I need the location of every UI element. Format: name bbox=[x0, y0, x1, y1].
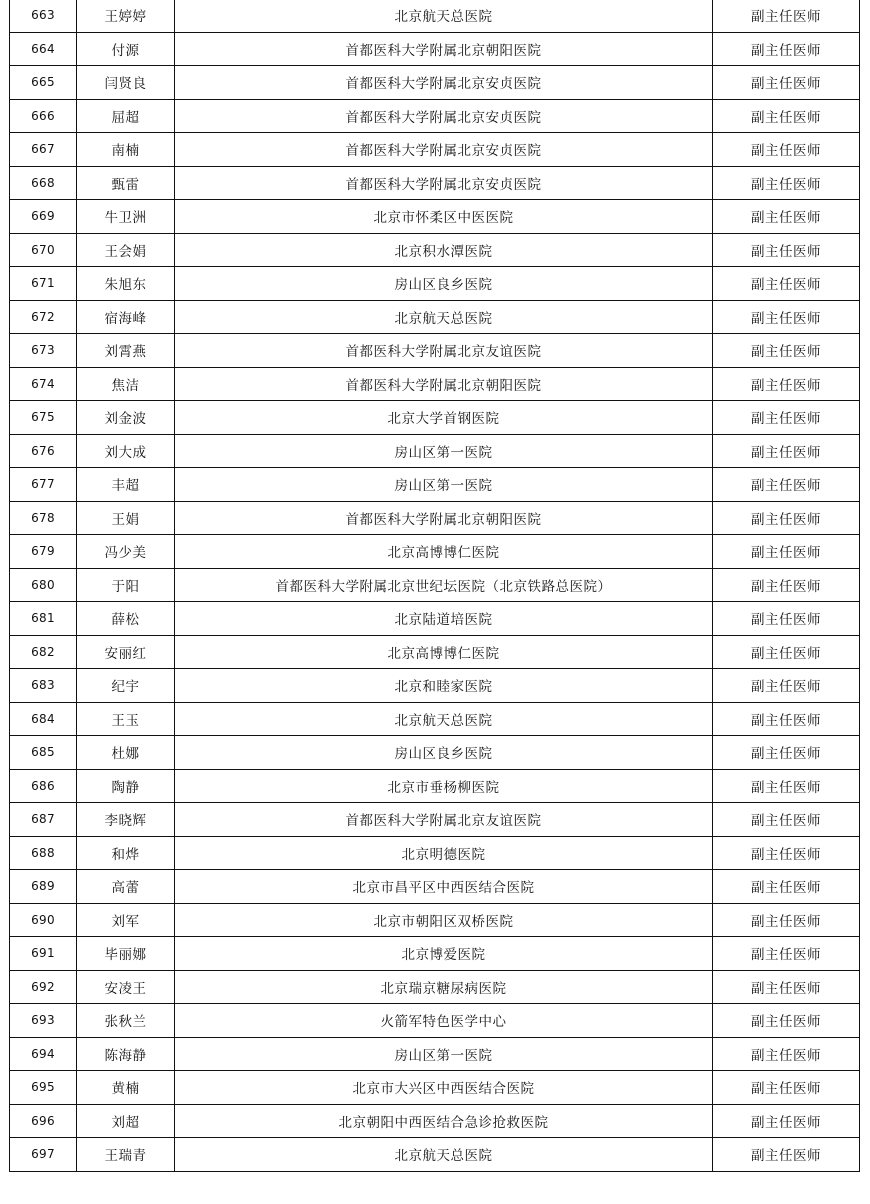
job-title-cell: 副主任医师 bbox=[713, 836, 860, 870]
row-number-cell: 693 bbox=[10, 1004, 77, 1038]
hospital-name-cell: 首都医科大学附属北京安贞医院 bbox=[175, 133, 713, 167]
row-number-cell: 665 bbox=[10, 66, 77, 100]
row-number-cell: 676 bbox=[10, 434, 77, 468]
hospital-name-cell: 北京朝阳中西医结合急诊抢救医院 bbox=[175, 1104, 713, 1138]
table-row bbox=[10, 702, 860, 736]
table-row bbox=[10, 166, 860, 200]
job-title-cell: 副主任医师 bbox=[713, 669, 860, 703]
row-number-cell: 664 bbox=[10, 32, 77, 66]
person-name-cell: 高蕾 bbox=[77, 870, 175, 904]
person-name-cell: 牛卫洲 bbox=[77, 200, 175, 234]
table-row bbox=[10, 736, 860, 770]
person-name-cell: 丰超 bbox=[77, 468, 175, 502]
row-number-cell: 686 bbox=[10, 769, 77, 803]
person-name-cell: 刘军 bbox=[77, 903, 175, 937]
hospital-name-cell: 北京和睦家医院 bbox=[175, 669, 713, 703]
row-number-cell: 687 bbox=[10, 803, 77, 837]
job-title-cell: 副主任医师 bbox=[713, 200, 860, 234]
hospital-name-cell: 首都医科大学附属北京友谊医院 bbox=[175, 803, 713, 837]
hospital-name-cell: 北京市朝阳区双桥医院 bbox=[175, 903, 713, 937]
person-name-cell: 刘大成 bbox=[77, 434, 175, 468]
job-title-cell: 副主任医师 bbox=[713, 99, 860, 133]
hospital-name-cell: 北京航天总医院 bbox=[175, 1138, 713, 1172]
hospital-name-cell: 首都医科大学附属北京安贞医院 bbox=[175, 166, 713, 200]
person-name-cell: 陶静 bbox=[77, 769, 175, 803]
job-title-cell: 副主任医师 bbox=[713, 568, 860, 602]
table-row bbox=[10, 66, 860, 100]
table-row bbox=[10, 334, 860, 368]
job-title-cell: 副主任医师 bbox=[713, 1138, 860, 1172]
person-name-cell: 张秋兰 bbox=[77, 1004, 175, 1038]
row-number-cell: 672 bbox=[10, 300, 77, 334]
table-row bbox=[10, 1104, 860, 1138]
row-number-cell: 694 bbox=[10, 1037, 77, 1071]
row-number-cell: 681 bbox=[10, 602, 77, 636]
hospital-name-cell: 首都医科大学附属北京朝阳医院 bbox=[175, 501, 713, 535]
hospital-name-cell: 北京大学首钢医院 bbox=[175, 401, 713, 435]
hospital-name-cell: 首都医科大学附属北京友谊医院 bbox=[175, 334, 713, 368]
row-number-cell: 663 bbox=[10, 0, 77, 32]
hospital-name-cell: 北京市昌平区中西医结合医院 bbox=[175, 870, 713, 904]
job-title-cell: 副主任医师 bbox=[713, 736, 860, 770]
table-row bbox=[10, 769, 860, 803]
row-number-cell: 685 bbox=[10, 736, 77, 770]
hospital-name-cell: 北京积水潭医院 bbox=[175, 233, 713, 267]
row-number-cell: 669 bbox=[10, 200, 77, 234]
person-name-cell: 焦洁 bbox=[77, 367, 175, 401]
table-row bbox=[10, 1138, 860, 1172]
hospital-name-cell: 房山区第一医院 bbox=[175, 434, 713, 468]
row-number-cell: 682 bbox=[10, 635, 77, 669]
hospital-name-cell: 北京瑞京糖尿病医院 bbox=[175, 970, 713, 1004]
job-title-cell: 副主任医师 bbox=[713, 970, 860, 1004]
row-number-cell: 680 bbox=[10, 568, 77, 602]
table-row bbox=[10, 401, 860, 435]
table-row bbox=[10, 99, 860, 133]
job-title-cell: 副主任医师 bbox=[713, 535, 860, 569]
table-row bbox=[10, 1071, 860, 1105]
job-title-cell: 副主任医师 bbox=[713, 401, 860, 435]
table-row bbox=[10, 468, 860, 502]
row-number-cell: 673 bbox=[10, 334, 77, 368]
hospital-name-cell: 北京市垂杨柳医院 bbox=[175, 769, 713, 803]
hospital-name-cell: 北京航天总医院 bbox=[175, 300, 713, 334]
table-row bbox=[10, 0, 860, 32]
job-title-cell: 副主任医师 bbox=[713, 1037, 860, 1071]
job-title-cell: 副主任医师 bbox=[713, 233, 860, 267]
person-name-cell: 毕丽娜 bbox=[77, 937, 175, 971]
person-name-cell: 刘超 bbox=[77, 1104, 175, 1138]
row-number-cell: 675 bbox=[10, 401, 77, 435]
job-title-cell: 副主任医师 bbox=[713, 501, 860, 535]
row-number-cell: 678 bbox=[10, 501, 77, 535]
job-title-cell: 副主任医师 bbox=[713, 300, 860, 334]
table-row bbox=[10, 200, 860, 234]
person-name-cell: 甄雷 bbox=[77, 166, 175, 200]
person-name-cell: 于阳 bbox=[77, 568, 175, 602]
person-name-cell: 李晓辉 bbox=[77, 803, 175, 837]
job-title-cell: 副主任医师 bbox=[713, 1104, 860, 1138]
table-row bbox=[10, 32, 860, 66]
table-row bbox=[10, 501, 860, 535]
hospital-name-cell: 房山区第一医院 bbox=[175, 1037, 713, 1071]
person-name-cell: 闫贤良 bbox=[77, 66, 175, 100]
job-title-cell: 副主任医师 bbox=[713, 702, 860, 736]
job-title-cell: 副主任医师 bbox=[713, 32, 860, 66]
person-name-cell: 屈超 bbox=[77, 99, 175, 133]
table-row bbox=[10, 535, 860, 569]
row-number-cell: 674 bbox=[10, 367, 77, 401]
row-number-cell: 695 bbox=[10, 1071, 77, 1105]
row-number-cell: 666 bbox=[10, 99, 77, 133]
person-name-cell: 王玉 bbox=[77, 702, 175, 736]
table-row bbox=[10, 669, 860, 703]
job-title-cell: 副主任医师 bbox=[713, 803, 860, 837]
job-title-cell: 副主任医师 bbox=[713, 769, 860, 803]
job-title-cell: 副主任医师 bbox=[713, 602, 860, 636]
person-name-cell: 纪宇 bbox=[77, 669, 175, 703]
hospital-name-cell: 北京明德医院 bbox=[175, 836, 713, 870]
hospital-name-cell: 首都医科大学附属北京安贞医院 bbox=[175, 99, 713, 133]
table-row bbox=[10, 970, 860, 1004]
hospital-name-cell: 火箭军特色医学中心 bbox=[175, 1004, 713, 1038]
roster-table-body bbox=[10, 0, 860, 1171]
table-row bbox=[10, 1004, 860, 1038]
table-row bbox=[10, 903, 860, 937]
job-title-cell: 副主任医师 bbox=[713, 635, 860, 669]
table-row bbox=[10, 937, 860, 971]
person-name-cell: 杜娜 bbox=[77, 736, 175, 770]
hospital-name-cell: 首都医科大学附属北京世纪坛医院（北京铁路总医院） bbox=[175, 568, 713, 602]
roster-table bbox=[9, 0, 860, 1172]
job-title-cell: 副主任医师 bbox=[713, 903, 860, 937]
table-row bbox=[10, 602, 860, 636]
row-number-cell: 689 bbox=[10, 870, 77, 904]
table-row bbox=[10, 635, 860, 669]
row-number-cell: 692 bbox=[10, 970, 77, 1004]
job-title-cell: 副主任医师 bbox=[713, 334, 860, 368]
job-title-cell: 副主任医师 bbox=[713, 434, 860, 468]
row-number-cell: 697 bbox=[10, 1138, 77, 1172]
job-title-cell: 副主任医师 bbox=[713, 468, 860, 502]
hospital-name-cell: 北京博爱医院 bbox=[175, 937, 713, 971]
job-title-cell: 副主任医师 bbox=[713, 0, 860, 32]
row-number-cell: 684 bbox=[10, 702, 77, 736]
hospital-name-cell: 北京陆道培医院 bbox=[175, 602, 713, 636]
person-name-cell: 冯少美 bbox=[77, 535, 175, 569]
table-row bbox=[10, 133, 860, 167]
row-number-cell: 671 bbox=[10, 267, 77, 301]
hospital-name-cell: 房山区良乡医院 bbox=[175, 267, 713, 301]
table-row bbox=[10, 233, 860, 267]
hospital-name-cell: 北京航天总医院 bbox=[175, 702, 713, 736]
person-name-cell: 薛松 bbox=[77, 602, 175, 636]
person-name-cell: 王会娟 bbox=[77, 233, 175, 267]
job-title-cell: 副主任医师 bbox=[713, 1004, 860, 1038]
row-number-cell: 668 bbox=[10, 166, 77, 200]
row-number-cell: 667 bbox=[10, 133, 77, 167]
person-name-cell: 和烨 bbox=[77, 836, 175, 870]
table-row bbox=[10, 367, 860, 401]
person-name-cell: 王瑞青 bbox=[77, 1138, 175, 1172]
row-number-cell: 688 bbox=[10, 836, 77, 870]
person-name-cell: 陈海静 bbox=[77, 1037, 175, 1071]
person-name-cell: 刘金波 bbox=[77, 401, 175, 435]
table-row bbox=[10, 267, 860, 301]
job-title-cell: 副主任医师 bbox=[713, 937, 860, 971]
table-row bbox=[10, 870, 860, 904]
job-title-cell: 副主任医师 bbox=[713, 367, 860, 401]
table-row bbox=[10, 434, 860, 468]
hospital-name-cell: 北京航天总医院 bbox=[175, 0, 713, 32]
person-name-cell: 王婷婷 bbox=[77, 0, 175, 32]
person-name-cell: 朱旭东 bbox=[77, 267, 175, 301]
hospital-name-cell: 房山区良乡医院 bbox=[175, 736, 713, 770]
hospital-name-cell: 首都医科大学附属北京朝阳医院 bbox=[175, 32, 713, 66]
hospital-name-cell: 北京高博博仁医院 bbox=[175, 635, 713, 669]
hospital-name-cell: 北京市怀柔区中医医院 bbox=[175, 200, 713, 234]
person-name-cell: 刘霄燕 bbox=[77, 334, 175, 368]
person-name-cell: 黄楠 bbox=[77, 1071, 175, 1105]
table-row bbox=[10, 836, 860, 870]
person-name-cell: 安凌王 bbox=[77, 970, 175, 1004]
job-title-cell: 副主任医师 bbox=[713, 133, 860, 167]
row-number-cell: 683 bbox=[10, 669, 77, 703]
hospital-name-cell: 首都医科大学附属北京朝阳医院 bbox=[175, 367, 713, 401]
row-number-cell: 691 bbox=[10, 937, 77, 971]
job-title-cell: 副主任医师 bbox=[713, 267, 860, 301]
person-name-cell: 宿海峰 bbox=[77, 300, 175, 334]
person-name-cell: 付源 bbox=[77, 32, 175, 66]
table-row bbox=[10, 300, 860, 334]
row-number-cell: 690 bbox=[10, 903, 77, 937]
person-name-cell: 安丽红 bbox=[77, 635, 175, 669]
row-number-cell: 696 bbox=[10, 1104, 77, 1138]
job-title-cell: 副主任医师 bbox=[713, 1071, 860, 1105]
table-row bbox=[10, 803, 860, 837]
job-title-cell: 副主任医师 bbox=[713, 870, 860, 904]
hospital-name-cell: 房山区第一医院 bbox=[175, 468, 713, 502]
person-name-cell: 王娟 bbox=[77, 501, 175, 535]
row-number-cell: 670 bbox=[10, 233, 77, 267]
hospital-name-cell: 首都医科大学附属北京安贞医院 bbox=[175, 66, 713, 100]
table-row bbox=[10, 568, 860, 602]
job-title-cell: 副主任医师 bbox=[713, 66, 860, 100]
row-number-cell: 679 bbox=[10, 535, 77, 569]
hospital-name-cell: 北京市大兴区中西医结合医院 bbox=[175, 1071, 713, 1105]
row-number-cell: 677 bbox=[10, 468, 77, 502]
table-row bbox=[10, 1037, 860, 1071]
hospital-name-cell: 北京高博博仁医院 bbox=[175, 535, 713, 569]
person-name-cell: 南楠 bbox=[77, 133, 175, 167]
job-title-cell: 副主任医师 bbox=[713, 166, 860, 200]
